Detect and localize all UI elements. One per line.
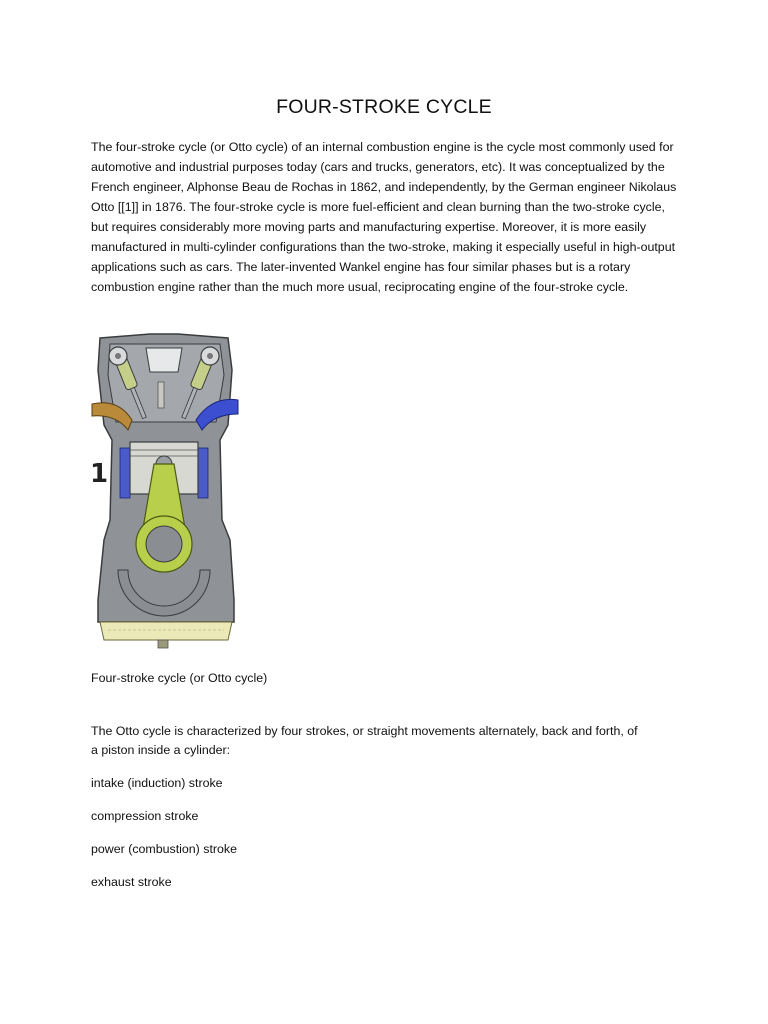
stroke-list-item: exhaust stroke (91, 875, 172, 889)
intro-line: but requires considerably more moving parts and manufacturing expertise. Moreover, it is more easily (91, 220, 647, 234)
four-stroke-engine-illustration (88, 330, 240, 656)
stroke-list-item: power (combustion) stroke (91, 842, 237, 856)
intro-line: French engineer, Alphonse Beau de Rochas in 1862, and independently, by the German engineer Nikolaus (91, 180, 677, 194)
spark-plug (158, 382, 164, 408)
stroke-list-item: intake (induction) stroke (91, 776, 223, 790)
description-paragraph (91, 722, 671, 760)
cylinder-wall-left (120, 448, 130, 498)
intro-line: The four-stroke cycle (or Otto cycle) of an internal combustion engine is the cycle most commonly used for (91, 140, 674, 154)
intro-line: automotive and industrial purposes today (cars and trucks, generators, etc). It was conceptualized by the (91, 160, 665, 174)
head-cover (146, 348, 182, 372)
stroke-list-item: compression stroke (91, 809, 199, 823)
intro-paragraph (91, 137, 711, 297)
intro-line: applications such as cars. The later-invented Wankel engine has four similar phases but is a rotary (91, 260, 631, 274)
description-line: a piston inside a cylinder: (91, 743, 231, 757)
cylinder-wall-right (198, 448, 208, 498)
intro-line: manufactured in multi-cylinder configurations than the two-stroke, making it especially useful in high-output (91, 240, 676, 254)
document-title: FOUR-STROKE CYCLE (276, 96, 492, 118)
engine-cross-section-figure (88, 330, 240, 656)
oil-pan (100, 622, 232, 640)
description-line: The Otto cycle is characterized by four strokes, or straight movements alternately, back and forth, of (91, 724, 638, 738)
drain-plug (158, 640, 168, 648)
figure-caption: Four-stroke cycle (or Otto cycle) (91, 671, 268, 685)
intro-line: combustion engine rather than the much more usual, reciprocating engine of the four-stroke cycle. (91, 280, 629, 294)
stroke-number-label: 1 (90, 459, 109, 489)
intro-line: Otto [[1]] in 1876. The four-stroke cycle is more fuel-efficient and clean burning than the two-stroke cycle, (91, 200, 665, 214)
